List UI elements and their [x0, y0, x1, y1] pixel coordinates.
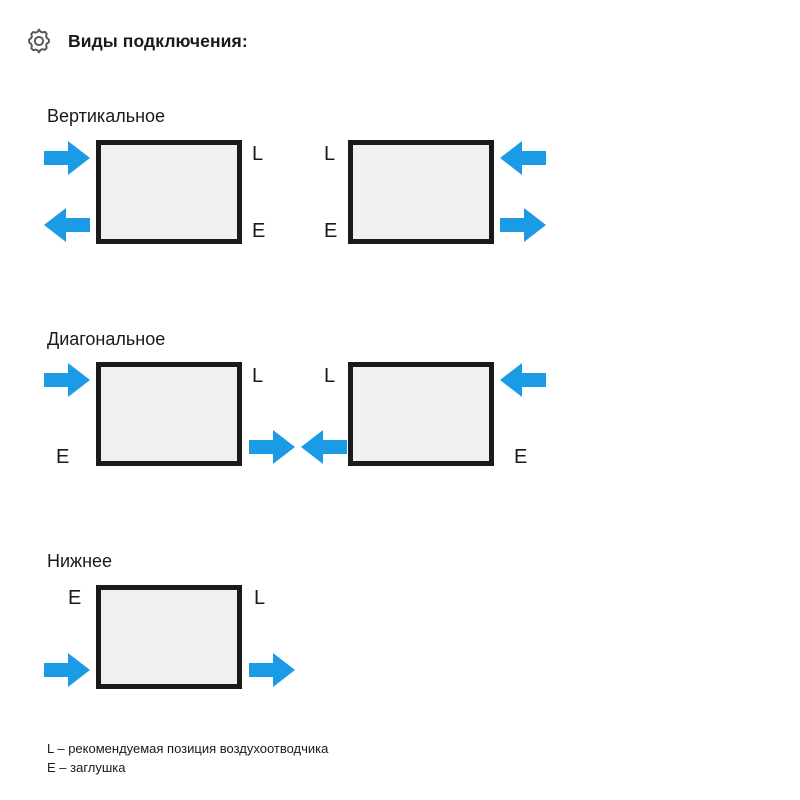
arrow-right-icon — [500, 208, 546, 242]
arrow-left-icon — [301, 430, 347, 464]
arrow-right-icon — [44, 141, 90, 175]
radiator-vertical-right — [348, 140, 494, 244]
radiator-diagonal-right — [348, 362, 494, 466]
gear-icon — [26, 28, 52, 54]
port-label: L — [324, 143, 336, 165]
arrow-right-icon — [44, 363, 90, 397]
radiator-bottom — [96, 585, 242, 689]
header — [26, 28, 248, 54]
legend-line-2: E – заглушка — [47, 759, 126, 775]
port-label: E — [252, 220, 266, 242]
page-title: Виды подключения: — [68, 30, 248, 51]
port-label: E — [514, 446, 528, 468]
arrow-right-icon — [44, 653, 90, 687]
legend — [47, 740, 328, 778]
port-label: L — [254, 587, 266, 609]
arrow-left-icon — [500, 363, 546, 397]
radiator-vertical-left — [96, 140, 242, 244]
radiator-diagonal-left — [96, 362, 242, 466]
port-label: E — [56, 446, 70, 468]
arrow-right-icon — [249, 430, 295, 464]
legend-line-1: L – рекомендуемая позиция воздухоотводчика — [47, 741, 329, 756]
section-title-diagonal: Диагональное — [47, 329, 166, 349]
port-label: E — [324, 220, 338, 242]
port-label: E — [68, 587, 82, 609]
arrow-right-icon — [249, 653, 295, 687]
section-title-vertical: Вертикальное — [47, 106, 166, 126]
arrow-left-icon — [44, 208, 90, 242]
port-label: L — [252, 143, 264, 165]
arrow-left-icon — [500, 141, 546, 175]
port-label: L — [324, 365, 336, 387]
section-title-bottom: Нижнее — [47, 551, 113, 571]
port-label: L — [252, 365, 264, 387]
